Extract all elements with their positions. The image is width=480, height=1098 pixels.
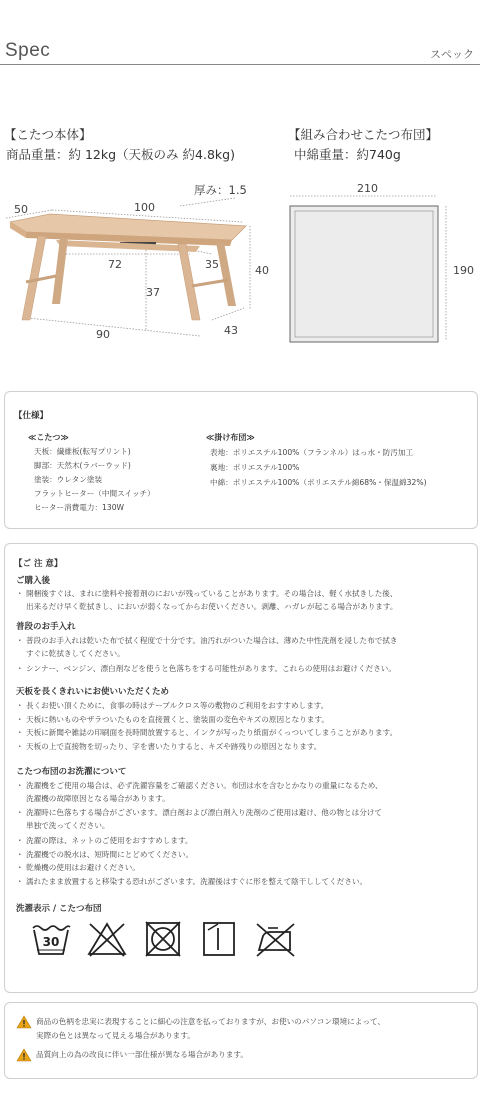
caution-item: ・ 洗濯機をご使用の場合は、必ず洗濯容量をご確認ください。布団は水を含むとかなりの重量になるため、 — [18, 779, 383, 793]
caution-section-title: ご購入後 — [16, 576, 51, 586]
caution-item: ・ 開梱後すぐは、まれに塗料や接着剤のにおいが残っていることがあります。その場合は、軽く水拭きした後、 — [18, 587, 397, 601]
caution-section-title: こたつ布団のお洗濯について — [16, 767, 127, 777]
wash-icon-row — [30, 920, 296, 958]
spec-kotatsu-line: フラットヒーター（中間スイッチ） — [34, 489, 155, 498]
dim-thickness: 厚み：1.5 — [194, 183, 247, 197]
dim-clearance-37: 37 — [146, 286, 160, 299]
dim-depth-50: 50 — [14, 203, 28, 216]
caution-item: ・ 天板に新聞や雑誌の印刷面を長時間放置すると、インクが写ったり紙面がくっついてしまうことがあります。 — [18, 726, 397, 740]
dim-height-40: 40 — [255, 264, 269, 277]
page-subtitle: スペック — [430, 48, 474, 61]
table-block-title: 【こたつ本体】 — [4, 127, 92, 142]
caution-item: ・ 洗濯時に色落ちする場合がございます。漂白剤および漂白剤入り洗剤のご使用は避け、他の物とは分けて — [18, 806, 382, 820]
no-iron-icon — [254, 920, 296, 958]
dim-width-100: 100 — [134, 201, 155, 214]
table-weight: 商品重量：約 12kg（天板のみ 約4.8kg) — [6, 147, 235, 162]
caution-item-cont: 洗濯機の故障原因となる場合があります。 — [26, 794, 170, 803]
caution-section-title: 天板を長くきれいにお使いいただくため — [16, 687, 170, 697]
wash-temp: 30 — [42, 935, 60, 949]
caution-item: ・ シンナー、ベンジン、漂白剤などを使うと色落ちをする可能性があります。これらの使用はお避けください。 — [18, 662, 396, 676]
spec-futon-line: 裏地：ポリエステル100% — [210, 463, 300, 472]
note-text-cont: 実際の色とは異なって見える場合があります。 — [36, 1031, 195, 1040]
dim-inner-72: 72 — [108, 258, 122, 271]
caution-section-title: 普段のお手入れ — [16, 622, 76, 632]
caution-item: ・ 濡れたまま放置すると移染する恐れがございます。洗濯後はすぐに形を整えて陰干ししてください。 — [18, 875, 367, 889]
line-dry-icon — [198, 920, 240, 958]
futon-weight: 中綿重量：約740g — [294, 147, 401, 162]
spec-kotatsu-line: ヒーター消費電力：130W — [34, 503, 125, 512]
futon-block-title: 【組み合わせこたつ布団】 — [288, 127, 439, 142]
note-row — [16, 1015, 385, 1029]
note-text: 商品の色柄を忠実に表現することに細心の注意を払っておりますが、お使いのパソコン環境によって、 — [36, 1017, 386, 1026]
wash-30-icon — [30, 920, 72, 958]
caution-item-cont: 単独で洗ってください。 — [26, 821, 110, 830]
caution-item: ・ 洗濯機での脱水は、短時間にとどめてください。 — [18, 848, 367, 862]
warning-icon — [16, 1048, 32, 1062]
caution-item: ・ 天板に熱いものやザラついたものを直接置くと、塗装面の変色やキズの原因となります。 — [18, 713, 397, 727]
caution-item: ・ 普段のお手入れは乾いた布で拭く程度で十分です。油汚れがついた場合は、薄めた中性洗剤を浸した布で拭き — [18, 634, 397, 648]
spec-futon-title: ≪掛け布団≫ — [206, 433, 255, 442]
spec-futon-line: 中綿：ポリエステル100%（ポリエステル綿68%・保温綿32%) — [210, 478, 427, 487]
caution-item: ・ 天板の上で直接物を切ったり、字を書いたりすると、キズや跡残りの原因となります。 — [18, 740, 397, 754]
caution-item: ・ 長くお使い頂くために、食事の時はテーブルクロス等の敷物のご利用をおすすめします。 — [18, 699, 397, 713]
wash-title: 洗濯表示 / こたつ布団 — [16, 904, 102, 914]
page-title: Spec — [5, 40, 51, 61]
caution-item-cont: 出来るだけ早く乾拭きし、においが弱くなってからお使いください。剥離、ハガレが起こる場合があります。 — [26, 602, 398, 611]
note-text: 品質向上の為の改良に伴い一部仕様が異なる場合があります。 — [36, 1050, 249, 1059]
spec-kotatsu-title: ≪こたつ≫ — [28, 433, 69, 442]
caution-item: ・ 乾燥機の使用はお避けください。 — [18, 861, 367, 875]
no-bleach-icon — [86, 920, 128, 958]
warning-icon — [16, 1015, 32, 1029]
spec-kotatsu-line: 脚部：天然木(ラバーウッド) — [34, 461, 131, 470]
caution-item-cont: すぐに乾拭きしてください。 — [26, 649, 125, 658]
dim-futon-210: 210 — [357, 182, 378, 195]
spec-label: 【仕様】 — [14, 411, 49, 421]
no-tumble-dry-icon — [142, 920, 184, 958]
futon-diagram — [280, 190, 450, 350]
dim-leg-span-90: 90 — [96, 328, 110, 341]
spec-kotatsu-line: 天板：繊維板(転写プリント) — [34, 447, 131, 456]
spec-futon-line: 表地：ポリエステル100%（フランネル）はっ水・防汚加工 — [210, 448, 414, 457]
dim-inner-35: 35 — [205, 258, 219, 271]
caution-label: 【ご 注 意】 — [14, 559, 63, 569]
header-divider — [0, 64, 480, 65]
dim-leg-span-43: 43 — [224, 324, 238, 337]
spec-kotatsu-line: 塗装：ウレタン塗装 — [34, 475, 103, 484]
note-row — [16, 1048, 248, 1062]
dim-futon-190: 190 — [453, 264, 474, 277]
caution-item: ・ 洗濯の際は、ネットのご使用をおすすめします。 — [18, 834, 367, 848]
